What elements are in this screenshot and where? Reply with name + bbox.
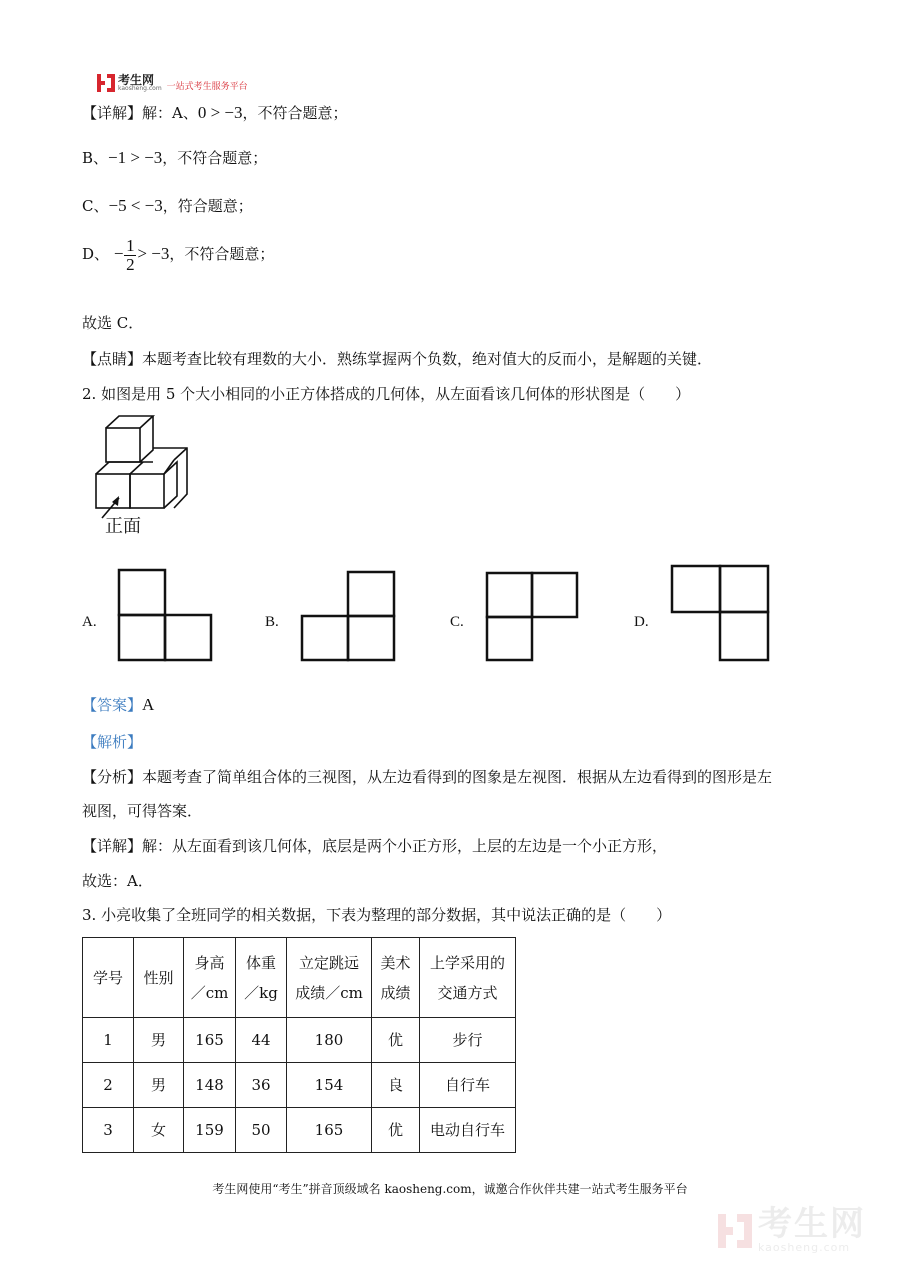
student-data-table: [82, 937, 516, 1153]
table-cell: 良: [372, 1063, 420, 1108]
page-footer: 考生网使用“考生”拼音顶级域名 kaosheng.com，诚邀合作伙伴共建一站式考生服务平台: [212, 1182, 688, 1196]
q2-answer: 【答案】A: [82, 695, 155, 714]
table-cell: 165: [287, 1108, 372, 1153]
table-cell: 165: [184, 1018, 236, 1063]
q3-stem: 3. 小亮收集了全班同学的相关数据，下表为整理的部分数据，其中说法正确的是（ ）: [82, 906, 672, 924]
watermark-text: 考生网: [758, 1204, 866, 1244]
logo-domain: kaosheng.com: [118, 85, 162, 92]
header-cell: 立定跳远 成绩／cm: [287, 938, 372, 1018]
option-d-figure: [670, 564, 770, 662]
table-cell: 优: [372, 1018, 420, 1063]
table-header-row: [83, 938, 516, 1018]
table-cell: 女: [134, 1108, 184, 1153]
q1-point: 【点睛】本题考查比较有理数的大小．熟练掌握两个负数，绝对值大的反而小，是解题的关键．: [82, 350, 713, 368]
q1-detail-d: D、 − $\frac{1}{2}$ > −3，不符合题意；: [82, 235, 275, 274]
header-cell: 美术 成绩: [372, 938, 420, 1018]
q1-detail-b: B、−1 > −3，不符合题意；: [82, 148, 268, 167]
header-cell: 上学采用的 交通方式: [420, 938, 516, 1018]
table-cell: 电动自行车: [420, 1108, 516, 1153]
table-cell: 自行车: [420, 1063, 516, 1108]
q1-detail-c: C、−5 < −3，符合题意；: [82, 196, 253, 215]
option-c-label: C.: [450, 614, 464, 630]
logo-name: 考生网: [118, 73, 155, 87]
fraction-one-half: $\frac{1}{2}$: [126, 235, 135, 274]
option-b-label: B.: [265, 614, 279, 630]
q2-detail: 【详解】解：从左面看到该几何体，底层是两个小正方形，上层的左边是一个小正方形，: [82, 837, 668, 855]
site-logo: [97, 72, 248, 94]
table-cell: 159: [184, 1108, 236, 1153]
table-row: [83, 1108, 516, 1153]
table-cell: 148: [184, 1063, 236, 1108]
table-cell: 优: [372, 1108, 420, 1153]
table-cell: 44: [236, 1018, 287, 1063]
watermark-domain: kaosheng.com: [758, 1241, 851, 1254]
front-label: 正面: [105, 516, 141, 537]
watermark-logo-icon: [718, 1214, 752, 1248]
table-cell: 步行: [420, 1018, 516, 1063]
option-c-figure: [485, 571, 579, 662]
option-b-figure: [300, 570, 396, 662]
table-cell: 1: [83, 1018, 134, 1063]
logo-slogan: 一站式考生服务平台: [166, 81, 248, 92]
table-cell: 180: [287, 1018, 372, 1063]
q1-conclusion: 故选 C．: [82, 314, 144, 332]
q2-stem: 2. 如图是用 5 个大小相同的小正方体搭成的几何体，从左面看该几何体的形状图是（ ）: [82, 385, 691, 403]
logo-mark-icon: [97, 74, 115, 92]
option-d-label: D.: [634, 614, 649, 630]
option-a-label: A.: [82, 614, 97, 630]
option-a-figure: [117, 568, 213, 662]
q2-conclusion: 故选：A．: [82, 872, 153, 890]
header-cell: 体重 ／kg: [236, 938, 287, 1018]
table-cell: 3: [83, 1108, 134, 1153]
header-cell: 学号: [83, 938, 134, 1018]
table-row: [83, 1018, 516, 1063]
q2-analysis-1: 【分析】本题考查了简单组合体的三视图，从左边看得到的图象是左视图．根据从左边看得到的图形是左: [82, 768, 773, 786]
q2-analysis-2: 视图，可得答案．: [82, 802, 203, 820]
table-cell: 50: [236, 1108, 287, 1153]
table-cell: 2: [83, 1063, 134, 1108]
table-cell: 36: [236, 1063, 287, 1108]
q2-analysis-tag: 【解析】: [82, 733, 143, 751]
header-cell: 性别: [134, 938, 184, 1018]
table-cell: 男: [134, 1063, 184, 1108]
q1-detail-a: 【详解】解：A、0 > −3，不符合题意；: [82, 103, 348, 122]
table-cell: 男: [134, 1018, 184, 1063]
table-row: [83, 1063, 516, 1108]
table-cell: 154: [287, 1063, 372, 1108]
watermark: [718, 1204, 866, 1254]
header-cell: 身高 ／cm: [184, 938, 236, 1018]
